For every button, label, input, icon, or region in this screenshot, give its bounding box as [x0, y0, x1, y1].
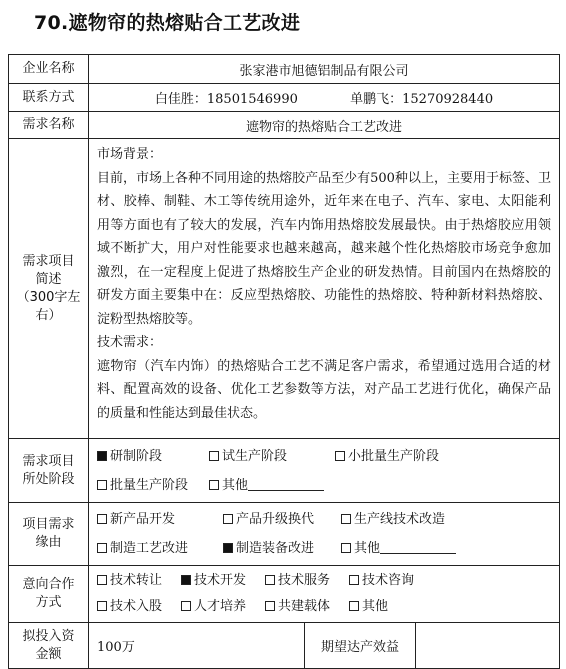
checkbox-icon[interactable]	[265, 575, 275, 585]
cooperation-option[interactable]: 技术服务	[265, 568, 349, 594]
other-blank-line[interactable]	[248, 478, 324, 491]
investment-label-line: 金额	[35, 646, 62, 662]
row-investment	[9, 623, 560, 669]
origin-option[interactable]: 其他	[341, 534, 456, 563]
checkbox-icon[interactable]	[341, 543, 351, 553]
stage-option[interactable]: 小批量生产阶段	[335, 442, 439, 471]
cooperation-option[interactable]: 其他	[349, 594, 388, 620]
investment-label	[9, 623, 89, 669]
contact-person-1: 白佳胜：18501546990	[154, 92, 298, 107]
demand-name-label: 需求名称	[9, 112, 89, 139]
stage-option[interactable]: 试生产阶段	[209, 442, 335, 471]
investment-value[interactable]: 100万	[89, 623, 305, 669]
checkbox-checked-icon[interactable]	[97, 451, 107, 461]
description-label-line: 简述	[35, 271, 62, 287]
cooperation-option[interactable]: 技术咨询	[349, 568, 414, 594]
origin-label-line: 项目需求	[22, 517, 75, 532]
origin-label-line: 缘由	[35, 535, 62, 550]
row-contact	[9, 84, 560, 112]
cooperation-label	[9, 566, 89, 623]
checkbox-icon[interactable]	[209, 451, 219, 461]
stage-option[interactable]: 批量生产阶段	[97, 471, 209, 500]
cooperation-label-line: 方式	[35, 595, 62, 610]
row-company	[9, 55, 560, 84]
origin-option[interactable]: 新产品开发	[97, 505, 223, 534]
cooperation-option[interactable]: 技术入股	[97, 594, 181, 620]
origin-options	[89, 503, 560, 566]
cooperation-label-line: 意向合作	[22, 577, 75, 592]
company-label: 企业名称	[9, 55, 89, 84]
company-value: 张家港市旭德铝制品有限公司	[89, 55, 560, 84]
origin-option[interactable]: 制造工艺改进	[97, 534, 223, 563]
stage-option[interactable]: 其他	[209, 471, 324, 500]
row-cooperation	[9, 566, 560, 623]
description-label-line: 需求项目	[22, 253, 75, 269]
other-blank-line[interactable]	[380, 541, 456, 554]
description-label	[9, 139, 89, 439]
checkbox-icon[interactable]	[97, 575, 107, 585]
origin-option[interactable]: 生产线技术改造	[341, 505, 445, 534]
contact-person-2: 单鹏飞：15270928440	[350, 92, 494, 107]
row-stage	[9, 439, 560, 503]
origin-label	[9, 503, 89, 566]
checkbox-icon[interactable]	[223, 514, 233, 524]
tech-text: 遮物帘（汽车内饰）的热熔贴合工艺不满足客户需求，希望通过选用合适的材料、配置高效的设备、优化工艺参数等方法，对产品工艺进行优化，确保产品的质量和性能达到最佳状态。	[97, 358, 551, 421]
demand-name-value: 遮物帘的热熔贴合工艺改进	[89, 112, 560, 139]
checkbox-icon[interactable]	[265, 601, 275, 611]
checkbox-icon[interactable]	[209, 480, 219, 490]
checkbox-checked-icon[interactable]	[223, 543, 233, 553]
stage-option[interactable]: 研制阶段	[97, 442, 209, 471]
checkbox-icon[interactable]	[97, 514, 107, 524]
investment-label-line: 拟投入资	[22, 628, 75, 644]
row-description	[9, 139, 560, 439]
stage-label-line: 所处阶段	[22, 471, 75, 487]
checkbox-icon[interactable]	[335, 451, 345, 461]
cooperation-option[interactable]: 技术转让	[97, 568, 181, 594]
page-title: 70.遮物帘的热熔贴合工艺改进	[34, 12, 301, 34]
stage-label-line: 需求项目	[22, 453, 75, 469]
row-demand-name	[9, 112, 560, 139]
background-heading: 市场背景：	[97, 147, 163, 162]
checkbox-icon[interactable]	[349, 575, 359, 585]
tech-heading: 技术需求：	[97, 335, 163, 350]
checkbox-icon[interactable]	[341, 514, 351, 524]
checkbox-icon[interactable]	[97, 543, 107, 553]
expected-benefit-label: 期望达产效益	[305, 623, 416, 669]
cooperation-option[interactable]: 技术开发	[181, 568, 265, 594]
row-origin	[9, 503, 560, 566]
checkbox-icon[interactable]	[181, 601, 191, 611]
cooperation-options	[89, 566, 560, 623]
origin-option[interactable]: 制造装备改进	[223, 534, 341, 563]
description-label-line: （300字左	[16, 289, 81, 305]
checkbox-checked-icon[interactable]	[181, 575, 191, 585]
description-label-line: 右）	[35, 307, 62, 323]
stage-options	[89, 439, 560, 503]
cooperation-option[interactable]: 共建载体	[265, 594, 349, 620]
demand-form-table	[8, 54, 560, 669]
expected-benefit-value[interactable]	[416, 623, 560, 669]
checkbox-icon[interactable]	[349, 601, 359, 611]
checkbox-icon[interactable]	[97, 480, 107, 490]
stage-label	[9, 439, 89, 503]
contact-label: 联系方式	[9, 84, 89, 112]
contact-value	[89, 84, 560, 112]
cooperation-option[interactable]: 人才培养	[181, 594, 265, 620]
background-text: 目前，市场上各种不同用途的热熔胶产品至少有500种以上，主要用于标签、卫材、胶棒、制鞋、木工等传统用途外，近年来在电子、汽车、家电、太阳能利用等方面也有了较大的发展，汽车内饰用热熔胶发展最快。由于热熔胶应用领域不断扩大，用户对性能要求也越来越高，越来越个性化热熔胶市场竞争愈加激烈，在一定程度上促进了热熔胶生产企业的研发热情。目前国内在热熔胶的研发方面主要集中在：反应型热熔胶、功能性的热熔胶、特种新材料热熔胶、淀粉型热熔胶等。	[97, 170, 551, 327]
checkbox-icon[interactable]	[97, 601, 107, 611]
description-content	[89, 139, 560, 439]
origin-option[interactable]: 产品升级换代	[223, 505, 341, 534]
